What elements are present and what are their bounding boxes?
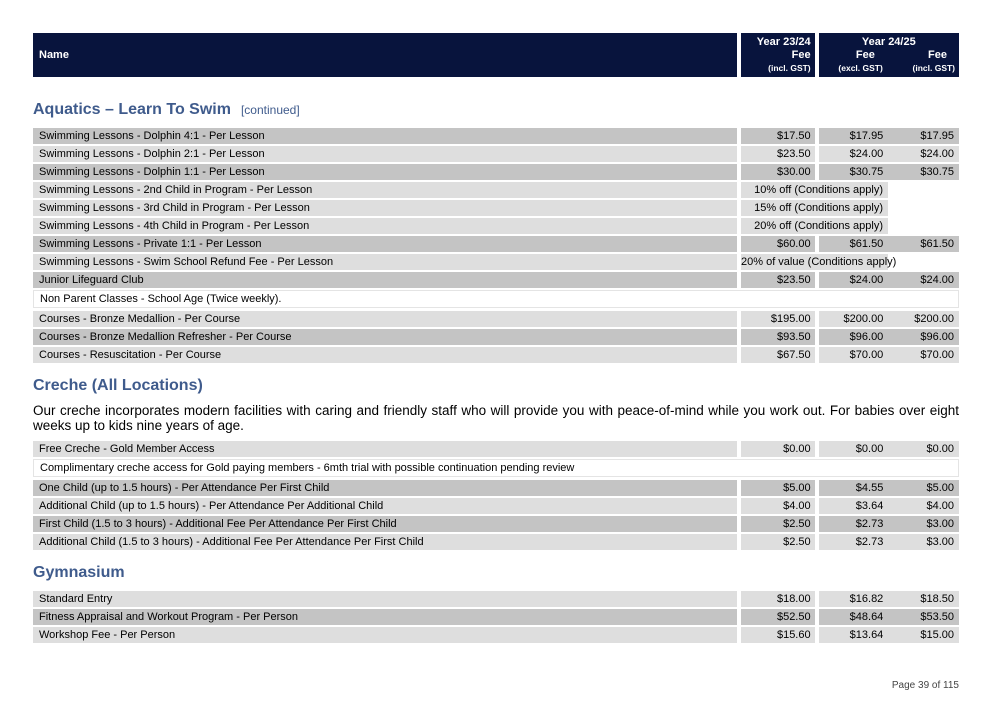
row-name: Courses - Resuscitation - Per Course <box>33 347 737 363</box>
year1-gst-label: (incl. GST) <box>768 63 811 73</box>
table-row <box>33 480 959 496</box>
creche-description: Our creche incorporates modern facilities with caring and friendly staff who will provide you with peace-of-mind while you work out. For babies over eight weeks up to kids nine years of age. <box>33 403 959 433</box>
row-fee-incl: $30.75 <box>888 164 959 180</box>
row-fee-excl: $2.73 <box>819 516 889 532</box>
name-column-header: Name <box>33 33 737 77</box>
row-name: Courses - Bronze Medallion - Per Course <box>33 311 737 327</box>
row-fee-2324: $5.00 <box>741 480 815 496</box>
row-fee-excl: $0.00 <box>819 441 889 457</box>
row-fee-excl: $2.73 <box>819 534 889 550</box>
table-row <box>33 128 959 144</box>
row-name: Workshop Fee - Per Person <box>33 627 737 643</box>
row-name: Courses - Bronze Medallion Refresher - Per Course <box>33 329 737 345</box>
creche-note: Complimentary creche access for Gold paying members - 6mth trial with possible continuation pending review <box>33 459 959 477</box>
row-fee-excl: $24.00 <box>819 272 889 288</box>
row-fee-excl: $4.55 <box>819 480 889 496</box>
table-row <box>33 516 959 532</box>
row-fee-incl: $4.00 <box>888 498 959 514</box>
section-title-creche: Creche (All Locations) <box>33 377 203 394</box>
row-fee-2324: $2.50 <box>741 516 815 532</box>
row-name: Additional Child (up to 1.5 hours) - Per Attendance Per Additional Child <box>33 498 737 514</box>
row-fee-2324: $17.50 <box>741 128 815 144</box>
row-fee-incl: $5.00 <box>888 480 959 496</box>
continued-label: [continued] <box>240 103 300 117</box>
table-row <box>33 311 959 327</box>
table-row <box>33 347 959 363</box>
year2-gst-excl-label: (excl. GST) <box>838 63 883 73</box>
aquatics-note: Non Parent Classes - School Age (Twice weekly). <box>33 290 959 308</box>
row-fee-excl: $61.50 <box>819 236 889 252</box>
fee-schedule <box>33 33 959 643</box>
row-fee-excl: $30.75 <box>819 164 889 180</box>
year2-label: Year 24/25 <box>861 36 916 48</box>
year-23-24-header <box>741 33 815 77</box>
row-fee-excl: $200.00 <box>819 311 889 327</box>
row-fee-incl: $70.00 <box>888 347 959 363</box>
table-row <box>33 441 959 457</box>
row-fee-2324: $0.00 <box>741 441 815 457</box>
row-name: Swimming Lessons - Dolphin 4:1 - Per Lesson <box>33 128 737 144</box>
row-name: Standard Entry <box>33 591 737 607</box>
row-name: Swimming Lessons - 4th Child in Program - Per Lesson <box>33 218 737 234</box>
row-fee-2324: $18.00 <box>741 591 815 607</box>
row-name: Swimming Lessons - 3rd Child in Program - Per Lesson <box>33 200 737 216</box>
row-fee-incl: $17.95 <box>888 128 959 144</box>
table-header <box>33 33 959 77</box>
row-fee-2324: $23.50 <box>741 146 815 162</box>
row-fee-excl: $48.64 <box>819 609 889 625</box>
year2-gst-incl-label: (incl. GST) <box>912 63 956 73</box>
section-title-aquatics <box>33 97 959 123</box>
year2-fee-incl-label: Fee <box>928 49 948 61</box>
year2-fee-excl-label: Fee <box>855 49 875 61</box>
row-fee-incl: $15.00 <box>888 627 959 643</box>
table-row <box>33 182 959 198</box>
table-row <box>33 164 959 180</box>
row-fee-excl: $13.64 <box>819 627 889 643</box>
table-row <box>33 498 959 514</box>
row-fee-excl: $96.00 <box>819 329 889 345</box>
row-fee-incl: $61.50 <box>888 236 959 252</box>
row-name: Swimming Lessons - 2nd Child in Program - Per Lesson <box>33 182 737 198</box>
year-24-25-header <box>819 33 959 77</box>
row-fee-excl: $70.00 <box>819 347 889 363</box>
table-row <box>33 329 959 345</box>
row-fee-excl: $24.00 <box>819 146 889 162</box>
row-fee-incl: $24.00 <box>888 146 959 162</box>
row-fee-incl: $3.00 <box>888 534 959 550</box>
row-fee-2324: $30.00 <box>741 164 815 180</box>
row-fee-2324: $23.50 <box>741 272 815 288</box>
row-fee-2324: $4.00 <box>741 498 815 514</box>
row-fee-condition: 10% off (Conditions apply) <box>741 182 888 198</box>
section-title-gymnasium: Gymnasium <box>33 564 125 581</box>
row-fee-incl: $18.50 <box>888 591 959 607</box>
row-fee-2324: $15.60 <box>741 627 815 643</box>
row-fee-2324: $2.50 <box>741 534 815 550</box>
page-number: Page 39 of 115 <box>891 680 959 691</box>
table-row <box>33 272 959 288</box>
row-name: Swimming Lessons - Private 1:1 - Per Lesson <box>33 236 737 252</box>
row-fee-excl: $16.82 <box>819 591 889 607</box>
table-row <box>33 254 959 270</box>
row-fee-incl: $53.50 <box>888 609 959 625</box>
table-row <box>33 534 959 550</box>
row-fee-condition: 20% off (Conditions apply) <box>741 218 888 234</box>
row-name: One Child (up to 1.5 hours) - Per Attendance Per First Child <box>33 480 737 496</box>
row-fee-2324: $93.50 <box>741 329 815 345</box>
table-row <box>33 591 959 607</box>
year1-fee-label: Fee <box>791 49 811 61</box>
row-name: Free Creche - Gold Member Access <box>33 441 737 457</box>
row-fee-incl: $3.00 <box>888 516 959 532</box>
row-name: Additional Child (1.5 to 3 hours) - Additional Fee Per Attendance Per First Child <box>33 534 737 550</box>
row-name: Junior Lifeguard Club <box>33 272 737 288</box>
table-row <box>33 627 959 643</box>
row-name: First Child (1.5 to 3 hours) - Additional Fee Per Attendance Per First Child <box>33 516 737 532</box>
year1-label: Year 23/24 <box>756 36 811 48</box>
table-row <box>33 609 959 625</box>
row-name: Swimming Lessons - Dolphin 1:1 - Per Lesson <box>33 164 737 180</box>
row-fee-2324: $60.00 <box>741 236 815 252</box>
row-fee-incl: $0.00 <box>888 441 959 457</box>
table-row <box>33 218 959 234</box>
row-fee-incl: $200.00 <box>888 311 959 327</box>
row-fee-incl: $96.00 <box>888 329 959 345</box>
row-fee-excl: $3.64 <box>819 498 889 514</box>
row-fee-2324: $67.50 <box>741 347 815 363</box>
row-fee-condition: 15% off (Conditions apply) <box>741 200 888 216</box>
row-name: Fitness Appraisal and Workout Program - Per Person <box>33 609 737 625</box>
row-fee-condition: 20% of value (Conditions apply) <box>741 256 897 268</box>
row-fee-incl: $24.00 <box>888 272 959 288</box>
aquatics-title: Aquatics – Learn To Swim <box>33 101 231 118</box>
row-fee-2324: $52.50 <box>741 609 815 625</box>
row-name: Swimming Lessons - Dolphin 2:1 - Per Lesson <box>33 146 737 162</box>
table-row <box>33 146 959 162</box>
row-fee-2324: $195.00 <box>741 311 815 327</box>
row-name: Swimming Lessons - Swim School Refund Fee - Per Lesson <box>33 254 737 270</box>
table-row <box>33 200 959 216</box>
table-row <box>33 236 959 252</box>
row-fee-excl: $17.95 <box>819 128 889 144</box>
